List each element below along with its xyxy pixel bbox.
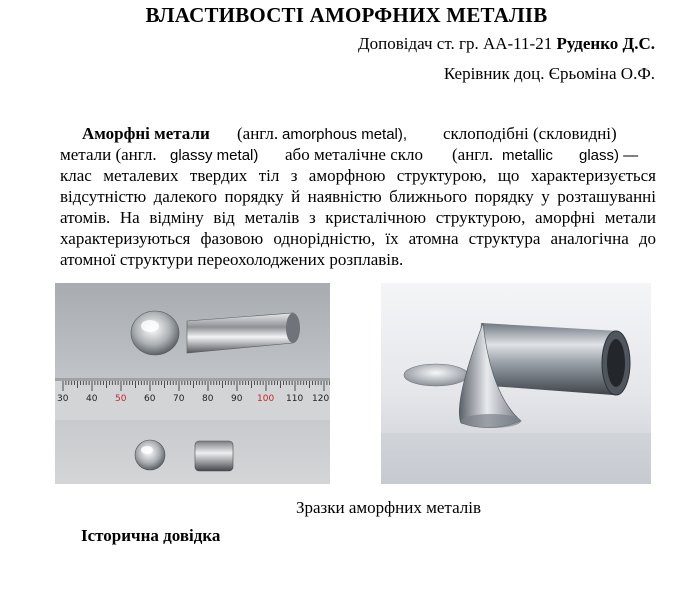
english-abbr-1: (англ. [237, 124, 279, 143]
samples-illustration [381, 283, 651, 484]
supervisor-line: Керівник доц. Єрьоміна О.Ф. [443, 64, 655, 83]
ruler-label: 100 [257, 394, 275, 404]
ruler-label: 40 [86, 394, 98, 404]
ruler-label: 30 [57, 394, 69, 404]
ruler-label: 50 [115, 394, 127, 404]
paragraph-line-3: клас металевих твердих тіл з аморфною структурою, що характеризується [60, 166, 656, 185]
speaker-line [358, 34, 655, 54]
figure-caption: Зразки аморфних металів [295, 498, 482, 517]
paragraph-line-1 [60, 123, 656, 144]
paragraph-line-5: атомів. На відміну від металів з кристалічною структурою, аморфні метали [60, 208, 656, 227]
english-term-2: glassy metal) [170, 147, 259, 164]
paragraph-line-4: відсутністю далекого порядку й наявністю ближнього порядку у розташуванні [60, 187, 656, 206]
line2-abbr: (англ. [452, 145, 494, 164]
paragraph-line-7: атомної структури переохолоджених розплавів. [60, 250, 404, 269]
paragraph-line-2 [60, 144, 656, 165]
synonym-text: склоподібні (скловидні) [443, 124, 617, 143]
ruler-label: 80 [202, 394, 214, 404]
english-term-1: amorphous metal), [282, 126, 408, 143]
samples-ruler-illustration [55, 283, 330, 484]
ruler-label: 110 [286, 394, 304, 404]
ruler-label: 70 [173, 394, 185, 404]
ruler-label: 90 [231, 394, 243, 404]
speaker-name: Руденко Д.С. [556, 34, 655, 53]
document-title: ВЛАСТИВОСТІ АМОРФНИХ МЕТАЛІВ [145, 3, 548, 27]
term-bold: Аморфні метали [82, 124, 210, 143]
photo-amorphous-samples [381, 283, 651, 484]
line2-mid: або металічне скло [285, 145, 424, 164]
section-heading: Історична довідка [81, 526, 221, 545]
photo-metal-samples-ruler [55, 283, 330, 484]
paragraph-line-6: характеризуються фазовою однорідністю, їх атомна структура аналогічна до [60, 229, 656, 248]
speaker-prefix: Доповідач ст. гр. АА-11-21 [358, 34, 557, 53]
line2-start: метали (англ. [60, 145, 157, 164]
ruler-label: 120 [312, 394, 330, 404]
english-term-3: metallic [502, 147, 553, 164]
ruler-label: 60 [144, 394, 156, 404]
intro-paragraph [60, 123, 656, 270]
english-term-4: glass) — [579, 147, 639, 164]
